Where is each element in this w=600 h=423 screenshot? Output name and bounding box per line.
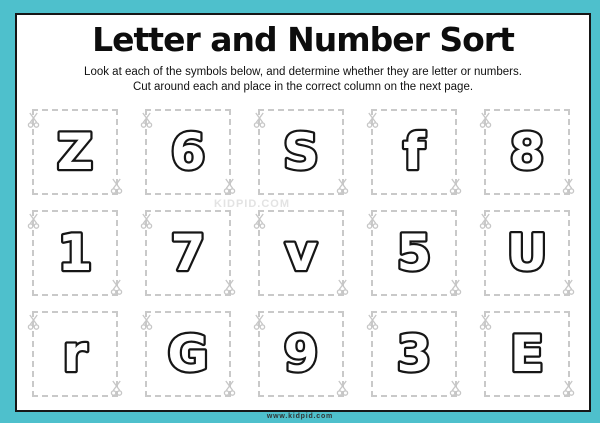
- symbol-text: 8: [509, 123, 545, 181]
- scissors-icon: [223, 178, 236, 195]
- scissors-icon: [223, 380, 236, 397]
- scissors-icon: [562, 279, 575, 296]
- scissors-icon: [366, 112, 379, 129]
- symbol-glyph: [487, 314, 567, 394]
- scissors-icon: [336, 380, 349, 397]
- scissors-icon: [140, 314, 153, 331]
- symbol-glyph: [35, 213, 115, 293]
- symbol-glyph: [487, 213, 567, 293]
- symbol-text: 9: [283, 325, 319, 383]
- symbol-text: 6: [170, 123, 206, 181]
- scissors-icon: [110, 279, 123, 296]
- page-title: Letter and Number Sort: [92, 20, 514, 59]
- symbol-text: E: [509, 325, 545, 383]
- watermark: KIDPID.COM: [214, 198, 290, 210]
- symbol-text: Z: [56, 123, 94, 181]
- instructions-line-1: Look at each of the symbols below, and determine whether they are letter or numbers.: [84, 66, 522, 78]
- symbol-glyph: [148, 314, 228, 394]
- symbol-glyph: [148, 213, 228, 293]
- symbol-glyph: [261, 314, 341, 394]
- scissors-icon: [562, 178, 575, 195]
- scissors-icon: [449, 279, 462, 296]
- scissors-icon: [27, 112, 40, 129]
- symbol-text: 3: [396, 325, 432, 383]
- cut-card: [258, 210, 344, 296]
- scissors-icon: [253, 112, 266, 129]
- symbol-glyph: [374, 314, 454, 394]
- symbol-text: 5: [396, 224, 432, 282]
- cut-card: [258, 311, 344, 397]
- symbol-grid: [32, 109, 570, 397]
- symbol-glyph: [148, 112, 228, 192]
- scissors-icon: [449, 178, 462, 195]
- symbol-text: S: [282, 123, 320, 181]
- cut-card: [371, 210, 457, 296]
- scissors-icon: [479, 213, 492, 230]
- cut-card: [32, 311, 118, 397]
- instructions: [17, 65, 589, 95]
- symbol-text: G: [167, 325, 209, 383]
- scissors-icon: [449, 380, 462, 397]
- scissors-icon: [140, 112, 153, 129]
- symbol-glyph: [374, 112, 454, 192]
- footer-url: www.kidpid.com: [266, 413, 334, 420]
- scissors-icon: [110, 380, 123, 397]
- cut-card: [484, 109, 570, 195]
- scissors-icon: [562, 380, 575, 397]
- cut-card: [484, 210, 570, 296]
- cut-card: [145, 109, 231, 195]
- scissors-icon: [253, 213, 266, 230]
- cut-card: [145, 311, 231, 397]
- symbol-glyph: [487, 112, 567, 192]
- scissors-icon: [479, 112, 492, 129]
- scissors-icon: [223, 279, 236, 296]
- cut-card: [32, 210, 118, 296]
- cut-card: [258, 109, 344, 195]
- symbol-text: 1: [57, 224, 93, 282]
- cut-card: [145, 210, 231, 296]
- scissors-icon: [366, 314, 379, 331]
- symbol-text: U: [506, 224, 548, 282]
- scissors-icon: [336, 178, 349, 195]
- symbol-text: v: [284, 224, 318, 282]
- symbol-glyph: [35, 112, 115, 192]
- symbol-glyph: [261, 213, 341, 293]
- scissors-icon: [110, 178, 123, 195]
- scissors-icon: [140, 213, 153, 230]
- scissors-icon: [27, 213, 40, 230]
- cut-card: [484, 311, 570, 397]
- symbol-glyph: [35, 314, 115, 394]
- cut-card: [32, 109, 118, 195]
- symbol-glyph: [261, 112, 341, 192]
- instructions-line-2: Cut around each and place in the correct column on the next page.: [132, 81, 474, 93]
- scissors-icon: [479, 314, 492, 331]
- symbol-text: 7: [170, 224, 206, 282]
- scissors-icon: [253, 314, 266, 331]
- symbol-text: r: [62, 325, 88, 383]
- scissors-icon: [366, 213, 379, 230]
- scissors-icon: [27, 314, 40, 331]
- symbol-text: f: [403, 123, 425, 181]
- scissors-icon: [336, 279, 349, 296]
- cut-card: [371, 311, 457, 397]
- cut-card: [371, 109, 457, 195]
- worksheet-page: [15, 13, 591, 412]
- symbol-glyph: [374, 213, 454, 293]
